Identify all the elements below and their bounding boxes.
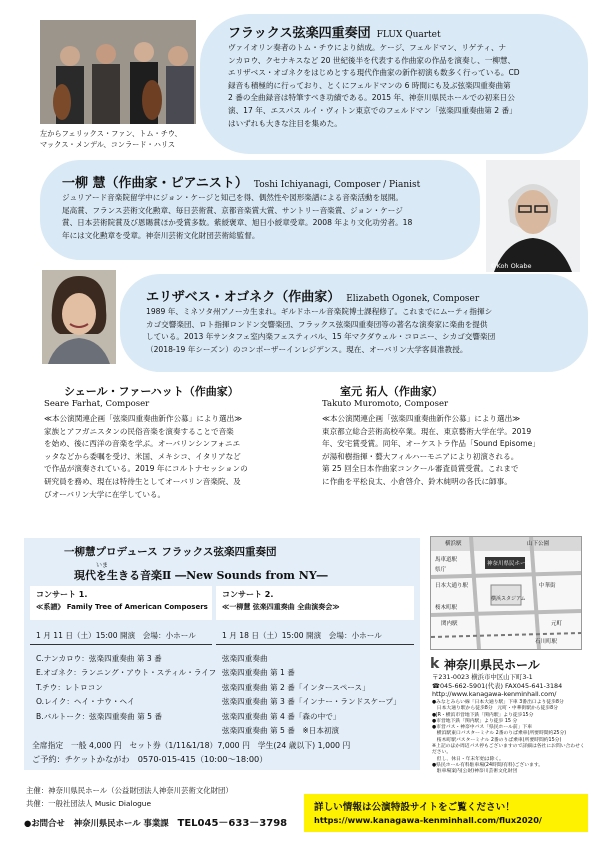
flux-caption-line2: マックス・メンデル、コンラード・ハリス — [40, 140, 176, 149]
flux-body-line: 録音も積極的に行っており、とくにフェルドマンの 6 時間にも及ぶ弦楽四重奏曲第 — [228, 80, 511, 90]
map-label-bashamichi: 馬車道駅 — [435, 557, 458, 563]
promo-url[interactable]: https://www.kanagawa-kenminhall.com/flux2020/ — [314, 815, 542, 825]
muromoto-body-line: が湯和樹指揮・藝大フィルハーモニアにより初演される。 — [322, 451, 519, 461]
access-line: 桜木町駅バスターミナル 2番のりば乗車(所要時間約15分) — [432, 737, 562, 743]
ogonek-photo — [42, 270, 116, 364]
concert2-divider — [216, 644, 414, 645]
photo-credit: ©Koh Okabe — [490, 262, 532, 270]
access-line: ●JR・横浜市営地下鉄「関内駅」より徒歩15分 — [432, 712, 534, 718]
promo-text: 詳しい情報は公演特設サイトをご覧ください！ — [314, 802, 515, 813]
access-line: ※上記のほか周辺バス停もございますので詳細は各社にお問い合わせください。 — [432, 744, 585, 756]
map-illustration — [431, 537, 581, 649]
concert1-piece: T.チウ：レトロコン — [36, 682, 103, 692]
ichiyanagi-photo — [486, 160, 580, 272]
ogonek-body-line: カゴ交響楽団、ロト指揮ロンドン交響楽団、フラックス弦楽四重奏団等の著名な演奏家に楽曲を提供 — [146, 319, 488, 329]
promo-banner[interactable] — [304, 794, 588, 832]
flux-body-line: 演、17 年、エスパス ルイ・ヴィトン東京でのフェルドマン「弦楽四重奏曲第 2 番」 — [228, 105, 517, 115]
farhat-body-line: 家族とアフガニスタンの民俗音楽を演奏することで音楽 — [44, 426, 234, 436]
contact-tel: TEL045－633－3798 — [177, 818, 288, 829]
map-label-stadium: 横浜スタジアム — [491, 596, 526, 602]
contact-name: 神奈川県民ホール 事業課 — [73, 818, 169, 828]
flux-title-en: FLUX Quartet — [376, 30, 441, 40]
map-label-chukagai: 中華街 — [539, 583, 556, 589]
farhat-title-en: Seare Farhat, Composer — [44, 399, 150, 409]
muromoto-body-line: 東京都立総合芸術高校卒業。現在、東京藝術大学在学。2019 — [322, 426, 532, 436]
concert2-label: コンサート 2. — [222, 590, 274, 599]
concert1-pieces — [36, 652, 216, 724]
map-label-kannai: 関内駅 — [441, 621, 458, 627]
farhat-body-line: びオーバリン大学に在学している。 — [44, 489, 166, 499]
ogonek-title-en: Elizabeth Ogonek, Composer — [346, 294, 480, 304]
map-label-kencho: 県庁 — [435, 567, 447, 573]
map-label-nihon-odori: 日本大通り駅 — [435, 583, 469, 589]
ogonek-body — [146, 306, 586, 356]
map-label-hall: 神奈川県民ホール — [487, 561, 531, 567]
access-line: 日本大通り駅から徒歩8分 元町・中華街駅から徒歩8分 — [432, 706, 559, 712]
flux-caption-line1: 左からフェリックス・ファン、トム・チウ、 — [40, 129, 182, 138]
access-line: 横浜駅東口バスターミナル 2番のりば乗車(所要時間約25分) — [432, 731, 567, 737]
contact-label: ●お問合せ — [24, 818, 65, 828]
farhat-body-line: ≪本公演関連企画「弦楽四重奏曲新作公募」により選出≫ — [44, 414, 243, 423]
ichiyanagi-body-line: ジュリアード音楽院留学中にジョン・ケージと知己を得、偶然性や図形楽譜による音楽活動を展開。 — [62, 193, 404, 202]
hall-tel: ☎045-662-5901(代表) FAX045-641-3184 — [432, 682, 563, 690]
ichiyanagi-title — [62, 172, 420, 191]
ogonek-title-jp: エリザベス・オゴネク（作曲家） — [146, 290, 341, 305]
concert2-header — [216, 586, 414, 620]
muromoto-body-line: ≪本公演関連企画「弦楽四重奏曲新作公募」により選出≫ — [322, 414, 521, 423]
map-label-yamashita-park: 山下公園 — [527, 541, 550, 547]
concert2-piece: 弦楽四重奏曲 第 3 番「インナー・ランドスケープ」 — [222, 697, 401, 707]
program-produce: 一柳慧プロデュース フラックス弦楽四重奏団 — [64, 546, 277, 558]
concert2-piece: 弦楽四重奏曲 第 4 番「森の中で」 — [222, 711, 341, 721]
ichiyanagi-body-line: 年には文化勲章を受章。神奈川芸術文化財団芸術総監督。 — [62, 230, 260, 240]
concert2-piece: 弦楽四重奏曲 第 2 番「インタースペース」 — [222, 682, 370, 692]
concert1-piece: B.バルトーク：弦楽四重奏曲 第 5 番 — [36, 711, 163, 721]
ogonek-body-line: （2018-19 年シーズン）のコンポーザーインレジデンス。現在、オーバリン大学客員准教授。 — [146, 344, 468, 354]
hall-access — [432, 700, 586, 776]
ichiyanagi-title-en: Toshi Ichiyanagi, Composer / Pianist — [253, 180, 421, 190]
footer-cosponsor: 共催：一般社団法人 Music Dialogue — [26, 799, 152, 808]
flux-quartet-photo — [40, 20, 196, 124]
flux-title — [228, 22, 441, 41]
flux-title-jp: フラックス弦楽四重奏団 — [228, 26, 371, 41]
ichiyanagi-body-line: 尾高賞、フランス芸術文化勲章、毎日芸術賞、京都音楽賞大賞、サントリー音楽賞、ジョン・ケージ — [62, 205, 403, 215]
access-line: ●市営バス・神奈中バス「県民ホール前」下車 — [432, 725, 533, 731]
access-line: 駐車場案内(公財)神奈川芸術文化財団 — [432, 769, 518, 775]
concert1-name: ≪系譜》 Family Tree of American Composers — [36, 603, 208, 611]
flux-body-line: はいずれも大きな注目を集めた。 — [228, 118, 342, 128]
ogonek-portrait-illustration — [42, 270, 116, 364]
map-label-ishikawacho: 石川町駅 — [535, 639, 558, 645]
muromoto-body-line: 年、安宅賞受賞。同年、オーケストラ作品「Sound Episome」 — [322, 439, 540, 449]
concert2-piece: 弦楽四重奏曲 第 5 番 ※日本初演 — [222, 726, 340, 736]
concert1-piece: C.ナンカロウ：弦楽四重奏曲 第 3 番 — [36, 654, 162, 663]
farhat-body-line: 研究員を務め、現在は特待生としてオーバリン音楽院、及 — [44, 476, 241, 486]
muromoto-body-line: 第 25 回全日本作曲家コンクール審査員賞受賞。これまで — [322, 464, 519, 474]
map-label-motomachi: 元町 — [551, 621, 563, 627]
access-map — [430, 536, 582, 650]
program-price: 全席指定 一般 4,000 円 セット券（1/11&1/18）7,000 円 学生(24 歳以下) 1,000 円 — [32, 741, 351, 750]
ichiyanagi-body-line: 賞、日本芸術院賞及び恩賜賞ほか受賞多数。紫綬褒章、旭日小綬章受章。2008 年より文化功労者。18 — [62, 218, 413, 228]
concert1-date: 1 月 11 日（土）15:00 開演 会場：小ホール — [36, 631, 196, 640]
farhat-body-line: を始め、後に西洋の音楽を学ぶ。オーバリンシンフォニエ — [44, 439, 241, 449]
ichiyanagi-portrait-illustration — [486, 160, 580, 272]
flux-body-line: ヴァイオリン奏者のトム・チウにより結成。ケージ、フェルドマン、リゲティ、ナ — [228, 43, 507, 52]
concert2-piece: 弦楽四重奏曲 第 1 番 — [222, 668, 295, 678]
program-subtitle: 現代を生きる音楽Ⅱ ―New Sounds from NY― — [74, 569, 328, 582]
ichiyanagi-title-jp: 一柳 慧（作曲家・ピアニスト） — [62, 176, 248, 191]
ogonek-body-line: している。2013 年サンタフェ室内楽フェスティバル、15 年マクダウェル・コロニー、シカゴ交響楽団 — [146, 332, 496, 342]
map-label-yokohama: 横浜駅 — [445, 541, 462, 547]
farhat-title: シェール・ファーハット（作曲家） — [64, 385, 239, 398]
flux-body-line: ンカロウ、クセナキスなど 20 世紀後半を代表する作曲家の作品を演奏し、一柳慧、 — [228, 55, 516, 65]
quartet-figures-illustration — [40, 20, 196, 124]
muromoto-body — [322, 413, 584, 489]
concert1-header — [30, 586, 212, 620]
muromoto-title-en: Takuto Muromoto, Composer — [322, 399, 449, 409]
hall-url[interactable]: http://www.kanagawa-kenminhall.com/ — [432, 690, 557, 698]
flux-body-line: エリザベス・オゴネクをはじめとする現代作曲家の新作初演も数多く行っている。CD — [228, 68, 520, 78]
concert1-piece: E.オゴネク：ランニング・アウト・スティル・ライフ — [36, 668, 217, 678]
farhat-body-line: で作品が演奏されている。2019 年にコルトナセッションの — [44, 464, 248, 474]
concert2-pieces — [222, 652, 401, 738]
access-line: ●県民ホール有料駐車場(24時間/有料)ございます。 — [432, 762, 544, 768]
program-ruby: いま — [96, 562, 109, 569]
hall-address: 〒231-0023 横浜市中区山下町3-1 — [432, 673, 533, 681]
program-ticket: ご予約：チケットかながわ 0570-015-415（10:00～18:00） — [32, 754, 268, 764]
access-line: 但し、休日・年末年始は除く。 — [432, 756, 504, 762]
concert1-piece: O.レイク：ヘイ・ナウ・ヘイ — [36, 697, 135, 707]
farhat-body-line: ッタなどから委嘱を受け、米国、メキシコ、イタリアなど — [44, 451, 241, 461]
concert2-piece: 弦楽四重奏曲 — [222, 654, 268, 663]
concert2-name: ≪一柳慧 弦楽四重奏曲 全曲演奏会≫ — [222, 603, 340, 611]
concert1-divider — [30, 644, 212, 645]
map-label-sakuragicho: 桜木町駅 — [435, 605, 458, 611]
flux-body — [228, 42, 580, 130]
farhat-body — [44, 413, 304, 501]
flux-caption — [40, 128, 210, 150]
muromoto-body-line: に作曲を平松良太、小倉啓介、鈴木純明の各氏に師事。 — [322, 476, 512, 486]
ogonek-title — [146, 286, 479, 305]
footer-organizer: 主催：神奈川県民ホール（公益財団法人神奈川芸術文化財団） — [26, 786, 233, 795]
ichiyanagi-body — [62, 192, 482, 242]
hall-name: 神奈川県民ホール — [444, 658, 540, 672]
access-line: ●みなとみらい線「日本大通り駅」下車 3番出口より徒歩8分 — [432, 700, 564, 705]
flux-body-line: 2 番の全曲録音は特筆すべき功績である。2015 年、神奈川県民ホールでの初来日公 — [228, 93, 515, 103]
footer-contact — [24, 814, 287, 829]
access-line: ●市営地下鉄「関内駅」より徒歩 15 分 — [432, 718, 518, 724]
hall-logo-icon: k — [430, 656, 440, 672]
ogonek-body-line: 1989 年、ミネソタ州アノーカ生まれ。ギルドホール音楽院博士課程修了。これまでにムーティ指揮シ — [146, 307, 493, 316]
concert1-label: コンサート 1. — [36, 590, 88, 599]
concert2-date: 1 月 18 日（土）15:00 開演 会場：小ホール — [222, 631, 382, 640]
muromoto-title: 室元 拓人（作曲家） — [340, 385, 443, 398]
